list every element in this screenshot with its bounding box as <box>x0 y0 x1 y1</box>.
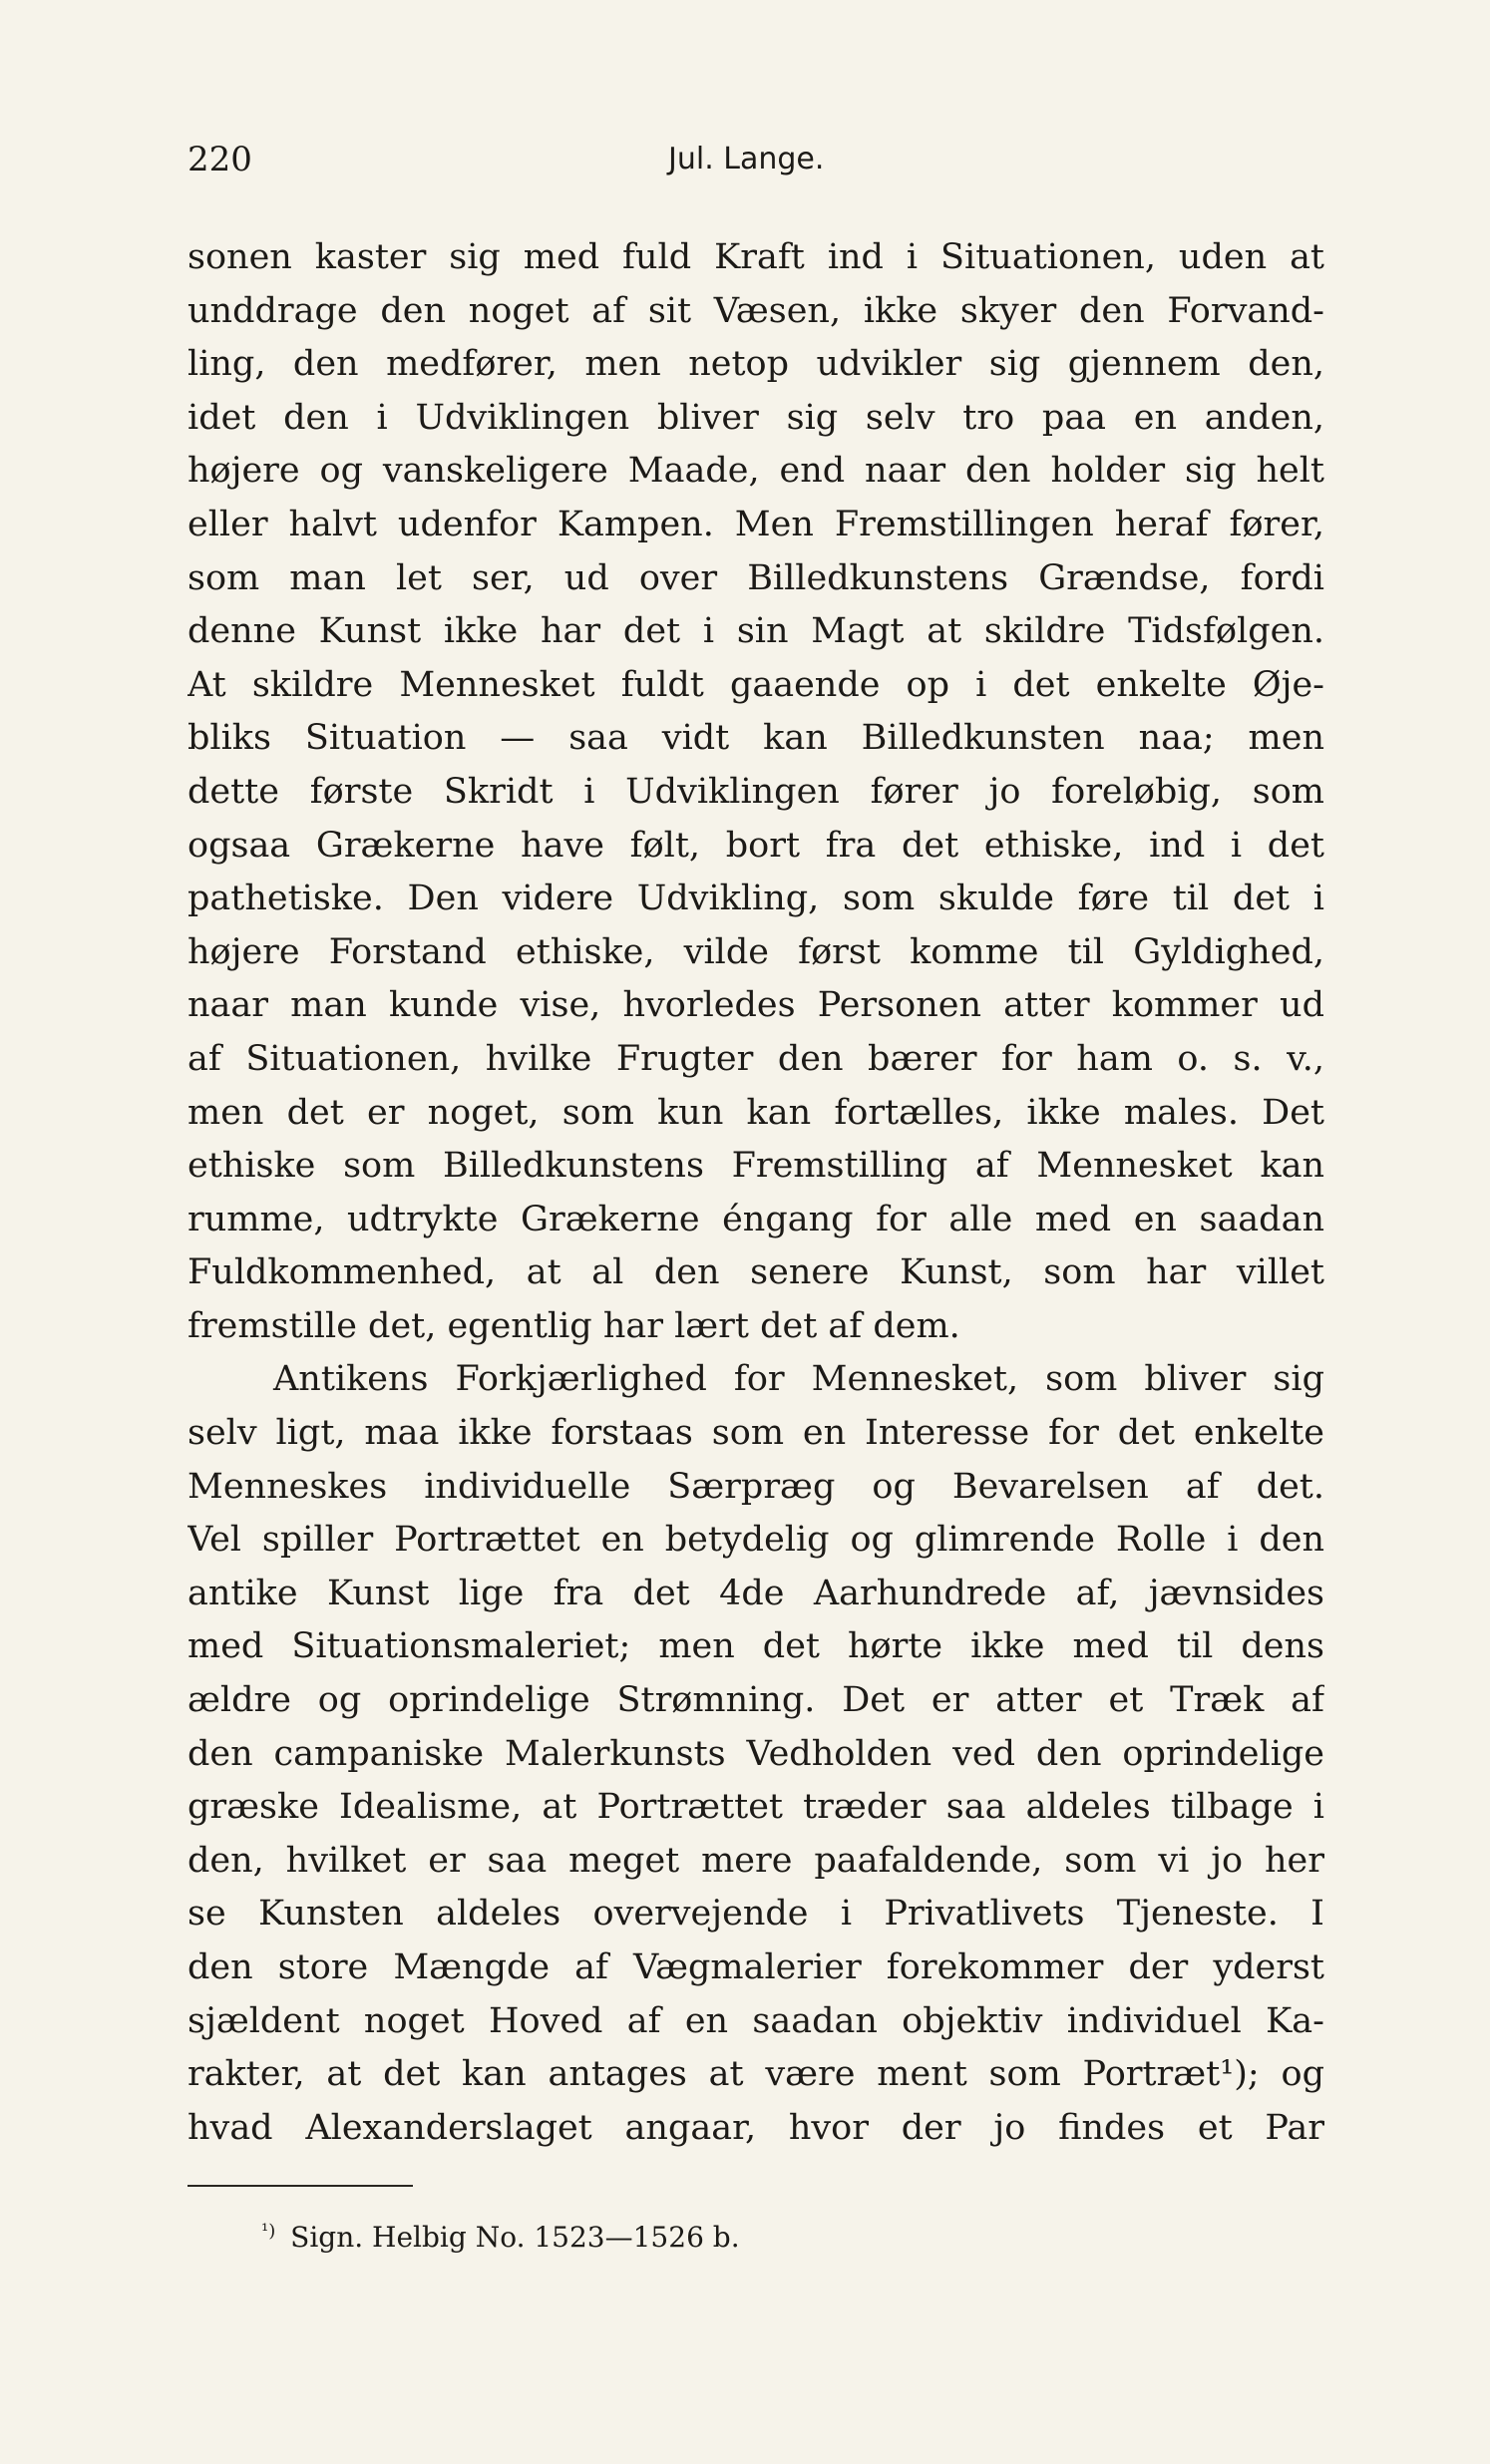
text-line: hvad Alexanderslaget angaar, hvor der jo findes et Par <box>187 2107 1324 2148</box>
text-line: bliks Situation — saa vidt kan Billedkunsten naa; men <box>187 718 1324 759</box>
running-title: Jul. Lange. <box>668 142 825 176</box>
text-line: højere og vanskeligere Maade, end naar den holder sig helt <box>187 451 1324 492</box>
text-line: Antikens Forkjærlighed for Mennesket, som bliver sig <box>273 1359 1324 1400</box>
text-line: den store Mængde af Vægmalerier forekommer der yderst <box>187 1947 1324 1987</box>
text-line: græske Idealisme, at Portrættet træder saa aldeles tilbage i <box>187 1787 1324 1828</box>
text-line: dette første Skridt i Udviklingen fører jo foreløbig, som <box>187 771 1324 812</box>
page-number: 220 <box>187 140 252 179</box>
text-line: af Situationen, hvilke Frugter den bærer for ham o. s. v., <box>187 1038 1324 1079</box>
text-line: ældre og oprindelige Strømning. Det er atter et Træk af <box>187 1680 1324 1721</box>
text-line: Vel spiller Portrættet en betydelig og glimrende Rolle i den <box>187 1520 1324 1561</box>
running-head <box>187 140 1324 187</box>
footnote-marker: ¹) <box>261 2220 276 2242</box>
text-line: ethiske som Billedkunstens Fremstilling af Mennesket kan <box>187 1146 1324 1187</box>
footnote-rule <box>187 2185 413 2187</box>
text-line: men det er noget, som kun kan fortælles, ikke males. Det <box>187 1092 1324 1133</box>
text-line: se Kunsten aldeles overvejende i Privatlivets Tjeneste. I <box>187 1894 1324 1935</box>
text-line: ling, den medfører, men netop udvikler sig gjennem den, <box>187 344 1324 385</box>
text-line: pathetiske. Den videre Udvikling, som skulde føre til det i <box>187 879 1324 919</box>
text-line: eller halvt udenfor Kampen. Men Fremstillingen heraf fører, <box>187 504 1324 544</box>
text-line: som man let ser, ud over Billedkunstens Grændse, fordi <box>187 557 1324 598</box>
text-line: sjældent noget Hoved af en saadan objektiv individuel Ka- <box>187 2000 1324 2041</box>
text-line: idet den i Udviklingen bliver sig selv tro paa en anden, <box>187 397 1324 438</box>
text-line: højere Forstand ethiske, vilde først komme til Gyldighed, <box>187 931 1324 972</box>
text-line: naar man kunde vise, hvorledes Personen atter kommer ud <box>187 985 1324 1026</box>
text-line: At skildre Mennesket fuldt gaaende op i det enkelte Øje- <box>187 664 1324 705</box>
text-line: selv ligt, maa ikke forstaas som en Interesse for det enkelte <box>187 1413 1324 1454</box>
text-line: ogsaa Grækerne have følt, bort fra det ethiske, ind i det <box>187 825 1324 866</box>
text-line: antike Kunst lige fra det 4de Aarhundrede af, jævnsides <box>187 1573 1324 1613</box>
text-line: rumme, udtrykte Grækerne éngang for alle med en saadan <box>187 1199 1324 1239</box>
text-line: denne Kunst ikke har det i sin Magt at skildre Tidsfølgen. <box>187 611 1324 652</box>
text-line: rakter, at det kan antages at være ment som Portræt¹); og <box>187 2054 1324 2095</box>
body-text <box>187 231 1324 2155</box>
text-line: unddrage den noget af sit Væsen, ikke skyer den Forvand- <box>187 290 1324 331</box>
text-line: den campaniske Malerkunsts Vedholden ved den oprindelige <box>187 1733 1324 1774</box>
text-line: sonen kaster sig med fuld Kraft ind i Situationen, uden at <box>187 237 1324 277</box>
text-line: med Situationsmaleriet; men det hørte ikke med til dens <box>187 1626 1324 1667</box>
text-line: Fuldkommenhed, at al den senere Kunst, som har villet <box>187 1252 1324 1293</box>
text-line: fremstille det, egentlig har lært det af dem. <box>187 1305 960 1346</box>
text-line: den, hvilket er saa meget mere paafaldende, som vi jo her <box>187 1840 1324 1881</box>
footnote <box>261 2220 740 2256</box>
footnote-text: Sign. Helbig No. 1523—1526 b. <box>290 2221 740 2254</box>
text-line: Menneskes individuelle Særpræg og Bevarelsen af det. <box>187 1466 1324 1507</box>
